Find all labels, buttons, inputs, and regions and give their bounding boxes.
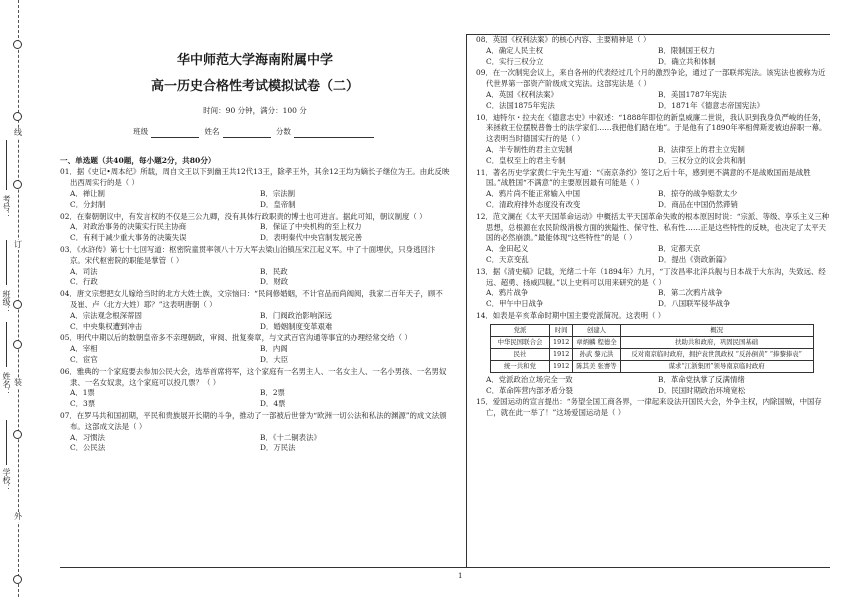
answer-options bbox=[60, 388, 450, 410]
answer-option[interactable]: A．半专制性的君主立宪制 bbox=[486, 144, 573, 154]
answer-option[interactable]: B．保证了中央机构的至上权力 bbox=[260, 222, 362, 232]
answer-option[interactable]: D．4票 bbox=[260, 399, 286, 409]
gutter-blank bbox=[6, 240, 7, 285]
table-header-cell: 创建人 bbox=[573, 324, 620, 336]
table-cell: 陈其美 张謇等 bbox=[573, 360, 620, 372]
answer-option[interactable]: D．1871年《德意志帝国宪法》 bbox=[658, 100, 765, 110]
answer-option[interactable]: B．《十二铜表法》 bbox=[260, 432, 321, 442]
bottom-rule bbox=[60, 567, 830, 568]
left-question-list bbox=[60, 167, 450, 454]
answer-option[interactable]: D．八国联军侵华战争 bbox=[658, 299, 731, 309]
question bbox=[476, 212, 830, 266]
binding-circle bbox=[13, 40, 22, 49]
question bbox=[60, 333, 450, 365]
answer-option[interactable]: A．宰相 bbox=[70, 344, 98, 354]
answer-option[interactable]: D．民国时期政治环境宽松 bbox=[658, 385, 746, 395]
answer-option[interactable]: C．行政 bbox=[70, 277, 98, 287]
question-stem: 09．在一次制宪会议上，来自各州的代表经过几个月的激烈争论，通过了一部联邦宪法。该宪法也被称为近代世界第一部资产阶级成文宪法。这部宪法是（ ） bbox=[476, 68, 826, 89]
class-label: 班级 bbox=[133, 126, 149, 136]
question-stem: 06．雅典的一个家庭要去参加公民大会，选举首席将军，这个家庭有一名男主人、一名女主人、一名小男孩、一名男奴隶、一名女奴隶，这个家庭可以投几票？（ ） bbox=[60, 366, 447, 387]
question bbox=[476, 113, 830, 167]
question-stem: 02．在秦朝朝议中，有发言权的不仅是三公九卿，没有具体行政职责的博士也可进言。据此可知，朝议制度（ ） bbox=[60, 211, 427, 221]
answer-option[interactable]: C．皇权至上的君主专制 bbox=[486, 155, 566, 165]
score-label: 分数 bbox=[275, 126, 291, 136]
question bbox=[476, 68, 830, 111]
left-column bbox=[60, 0, 450, 454]
question-stem: 07．在罗马共和国初期，平民和贵族展开长期的斗争，推动了一部被后世誉为“欧洲一切公法和私法的渊源”的成文法颁布。这部成文法是（ ） bbox=[60, 410, 447, 431]
answer-options bbox=[60, 189, 450, 211]
exam-title: 高一历史合格性考试模拟试卷（二） bbox=[150, 79, 359, 94]
question-stem: 05．明代中期以后的数朝皇帝多不亲理朝政，审阅、批复奏章，与文武百官沟通等事宜的办理经常交给（ ） bbox=[60, 333, 412, 343]
question bbox=[60, 212, 450, 244]
table-cell: 1912 bbox=[550, 360, 573, 372]
table-header-cell: 党派 bbox=[491, 324, 550, 336]
question-stem: 03．《水浒传》第七十七回写道：枢密院童贯率领八十万大军去梁山泊镇压宋江起义军。中了十面埋伏，只身逃回汴京。宋代枢密院的职能是掌管（ ） bbox=[60, 244, 436, 265]
answer-option[interactable]: B．宗法制 bbox=[260, 188, 295, 198]
question bbox=[476, 311, 830, 322]
table-header-row bbox=[491, 324, 814, 336]
answer-options bbox=[476, 189, 830, 211]
right-column bbox=[476, 34, 830, 419]
table-row bbox=[491, 336, 814, 348]
answer-option[interactable]: A．英国《权利法案》 bbox=[486, 89, 558, 99]
answer-option[interactable]: B．革命党执掌了反满情绪 bbox=[658, 374, 745, 384]
section-heading: 一、单选题（共40题，每小题2分，共80分） bbox=[60, 155, 216, 165]
answer-option[interactable]: D．提出《资政新篇》 bbox=[658, 254, 731, 264]
answer-options bbox=[60, 222, 450, 244]
answer-option[interactable]: C．3票 bbox=[70, 399, 96, 409]
answer-option[interactable]: D．表明秦代中央官制发展完善 bbox=[260, 233, 363, 243]
gutter-blank bbox=[6, 322, 7, 367]
gutter-field-exam-number: 考号： bbox=[2, 195, 11, 219]
question-stem: 11．著名历史学家黄仁宇先生写道：“《南京条约》签订之后十年，感到更不满意的不是战败国而是战胜国。”战胜国“不满意”的主要原因最有可能是（ ） bbox=[476, 167, 811, 188]
binding-circle bbox=[13, 180, 22, 189]
answer-option[interactable]: D．大臣 bbox=[260, 354, 289, 364]
binding-circle bbox=[13, 300, 22, 309]
answer-option[interactable]: C．天京变乱 bbox=[486, 254, 529, 264]
table-cell: 1912 bbox=[550, 348, 573, 360]
answer-options bbox=[60, 433, 450, 455]
question-15 bbox=[476, 397, 830, 419]
question bbox=[60, 411, 450, 454]
gutter-field-class: 班级： bbox=[2, 290, 11, 314]
question-stem: 13．据《清史稿》记载，光绪二十年（1894年）九月，“丁汝昌率北洋兵舰与日本战于大东沟，失致远、经远、超勇、扬威四舰。”以上史料可以用来研究的是（ ） bbox=[476, 266, 826, 287]
question bbox=[60, 167, 450, 210]
binding-circle bbox=[13, 340, 22, 349]
answer-option[interactable]: C．实行三权分立 bbox=[486, 56, 544, 66]
table-cell: 统一共和党 bbox=[491, 360, 550, 372]
question-stem: 04．唐文宗想把女儿嫁给当时的北方大姓士族，文宗恼曰：“民间修婚姻，不计官品而尚阀阅，我家二百年天子，顾不及崔、卢（北方大姓）耶？”这表明唐朝（ ） bbox=[60, 289, 443, 309]
answer-option[interactable]: A．对政治事务的决策实行民主协商 bbox=[70, 222, 187, 232]
table-cell: 中华民国联合会 bbox=[491, 336, 550, 348]
name-blank[interactable] bbox=[223, 129, 271, 138]
gutter-field-name: 姓名： bbox=[2, 372, 11, 396]
answer-options bbox=[60, 344, 450, 366]
answer-option[interactable]: C．甲午中日战争 bbox=[486, 299, 544, 309]
answer-option[interactable]: C．有利于减少重大事务的决策失误 bbox=[70, 233, 187, 243]
answer-option[interactable]: A．禅让制 bbox=[70, 188, 105, 198]
table-row bbox=[491, 360, 814, 372]
answer-option[interactable]: D．三权分立的议会共和制 bbox=[658, 155, 746, 165]
page-number: 1 bbox=[458, 572, 463, 580]
question-14-options bbox=[476, 375, 830, 397]
table-cell: 民社 bbox=[491, 348, 550, 360]
binding-circle bbox=[13, 575, 22, 584]
answer-option[interactable]: B．内阁 bbox=[260, 344, 288, 354]
answer-options bbox=[60, 311, 450, 333]
table-cell: 扶助共和政府，巩固民国基础 bbox=[620, 336, 813, 348]
answer-option[interactable]: A．司法 bbox=[70, 266, 98, 276]
gutter-field-school: 学校： bbox=[2, 468, 11, 492]
gutter-blank bbox=[6, 420, 7, 465]
answer-option[interactable]: D．商品在中国仍然滞销 bbox=[658, 199, 738, 209]
answer-option[interactable]: D．万民法 bbox=[260, 443, 296, 453]
binding-circle bbox=[13, 112, 22, 121]
answer-option[interactable]: C．清政府排外态度没有改变 bbox=[486, 199, 581, 209]
table-cell: 谋求“江浙集团”领导南京临时政府 bbox=[620, 360, 813, 372]
answer-option[interactable]: C．宦官 bbox=[70, 354, 98, 364]
answer-option[interactable]: C．法国1875年宪法 bbox=[486, 100, 555, 110]
binding-circle bbox=[13, 430, 22, 439]
answer-option[interactable]: B．门阀政治影响深远 bbox=[260, 310, 332, 320]
answer-option[interactable]: C．分封制 bbox=[70, 199, 106, 209]
question bbox=[60, 245, 450, 288]
table-cell: 1912 bbox=[550, 336, 573, 348]
student-info-fields bbox=[60, 127, 450, 138]
question-stem: 15．爱国运动的宣言提出：“务望全国工商各界，一律起来设法开国民大会，外争主权，内除国贼，中国存亡，就在此一举了！”这场爱国运动是（ ） bbox=[476, 397, 822, 418]
table-header-cell: 概况 bbox=[620, 324, 813, 336]
class-blank[interactable] bbox=[151, 129, 199, 138]
gutter-blank bbox=[6, 140, 7, 190]
question bbox=[476, 35, 830, 67]
answer-option[interactable]: A．习惯法 bbox=[70, 432, 105, 442]
answer-option[interactable]: A．金田起义 bbox=[486, 244, 529, 254]
answer-options bbox=[476, 244, 830, 266]
question bbox=[60, 367, 450, 410]
binding-gutter bbox=[0, 0, 36, 597]
right-question-list bbox=[476, 35, 830, 322]
binding-line bbox=[18, 0, 19, 597]
table-header-cell: 时间 bbox=[550, 324, 573, 336]
answer-option[interactable]: D．婚姻制度变革艰难 bbox=[260, 321, 333, 331]
question-stem: 10．迪特尔・拉夫在《德意志史》中叙述：“1888年即位的新皇威廉二世说，我认识到我身负严峻的任务，来拯救王位摆脱普鲁士的法学家们……我把他们踏在地”。于是他有了1890年率相俾斯麦被迫辞职一幕。这表明当时德国实行的是（ ） bbox=[476, 112, 827, 144]
question bbox=[476, 267, 830, 310]
gutter-char-ding: 订 bbox=[14, 240, 22, 249]
answer-options bbox=[60, 267, 450, 289]
answer-option[interactable]: D．财政 bbox=[260, 277, 289, 287]
table-cell: 孙武 黎元洪 bbox=[573, 348, 620, 360]
answer-option[interactable]: B．掠夺的战争赔款太少 bbox=[658, 189, 738, 199]
answer-option[interactable]: C．中央集权遭到冲击 bbox=[70, 321, 143, 331]
answer-option[interactable]: B．法律至上的君主立宪制 bbox=[658, 144, 745, 154]
exam-meta: 时间：90 分钟，满分：100 分 bbox=[203, 106, 307, 115]
question bbox=[476, 168, 830, 211]
question-stem: 01．据《史记•周本纪》所载，周自文王以下到幽王共12代13王，除孝王外，其余12王均为嫡长子继位为王。由此反映出西周实行的是（ ） bbox=[60, 167, 450, 188]
name-label: 姓名 bbox=[204, 126, 220, 136]
gutter-char-zhuang: 装 bbox=[14, 378, 22, 387]
answer-option[interactable]: A．1票 bbox=[70, 388, 95, 398]
answer-option[interactable]: C．革命阵营内部矛盾分裂 bbox=[486, 385, 573, 395]
answer-option[interactable]: B．定都天京 bbox=[658, 244, 701, 254]
answer-option[interactable]: D．皇帝制 bbox=[260, 199, 296, 209]
school-title: 华中师范大学海南附属中学 bbox=[176, 53, 333, 68]
answer-option[interactable]: B．第二次鸦片战争 bbox=[658, 288, 723, 298]
question-stem: 08．英国《权利法案》的核心内容、主要精神是（ ） bbox=[476, 35, 651, 44]
answer-option[interactable]: A．确定人民主权 bbox=[486, 45, 544, 55]
answer-option[interactable]: A．宗法观念根深蒂固 bbox=[70, 310, 142, 320]
answer-option[interactable]: B．限制国王权力 bbox=[658, 45, 716, 55]
table-row bbox=[491, 348, 814, 360]
table-cell: 章炳麟 程德全 bbox=[573, 336, 620, 348]
answer-option[interactable]: C．公民法 bbox=[70, 443, 106, 453]
answer-options bbox=[476, 145, 830, 167]
answer-option[interactable]: B．2票 bbox=[260, 388, 285, 398]
score-blank[interactable] bbox=[294, 129, 374, 138]
question-stem: 14．如表是辛亥革命时期中国主要党派简况。这表明（ ） bbox=[476, 310, 666, 320]
column-divider bbox=[466, 34, 467, 567]
answer-option[interactable]: A．党派政治立场完全一致 bbox=[486, 374, 573, 384]
answer-option[interactable]: A．鸦片战争 bbox=[486, 288, 529, 298]
question-stem: 12．范文澜在《太平天国革命运动》中概括太平天国革命失败的根本原因时说：“宗派、等级、享乐主义三种思想，总根源在农民阶级消极方面的狭隘性、保守性、私有性……正是这些特性的反映，也决定了太平天国的必然崩溃。”最能体现“这些特性”的是（ ） bbox=[476, 211, 830, 243]
question bbox=[60, 289, 450, 332]
answer-option[interactable]: B．美国1787年宪法 bbox=[658, 89, 727, 99]
answer-option[interactable]: B．民政 bbox=[260, 266, 288, 276]
answer-options bbox=[476, 90, 830, 112]
answer-option[interactable]: D．确立共和体制 bbox=[658, 56, 716, 66]
party-table bbox=[490, 324, 814, 373]
answer-option[interactable]: A．鸦片尚不能正常输入中国 bbox=[486, 189, 581, 199]
gutter-char-wai: 外 bbox=[14, 512, 22, 521]
table-cell: 反对南京临时政府，拥护袁世凯政权 “反孙倒黄” “捧黎捧袁” bbox=[620, 348, 813, 360]
answer-options bbox=[476, 46, 830, 68]
gutter-char-xian: 线 bbox=[14, 128, 22, 137]
answer-options bbox=[476, 288, 830, 310]
